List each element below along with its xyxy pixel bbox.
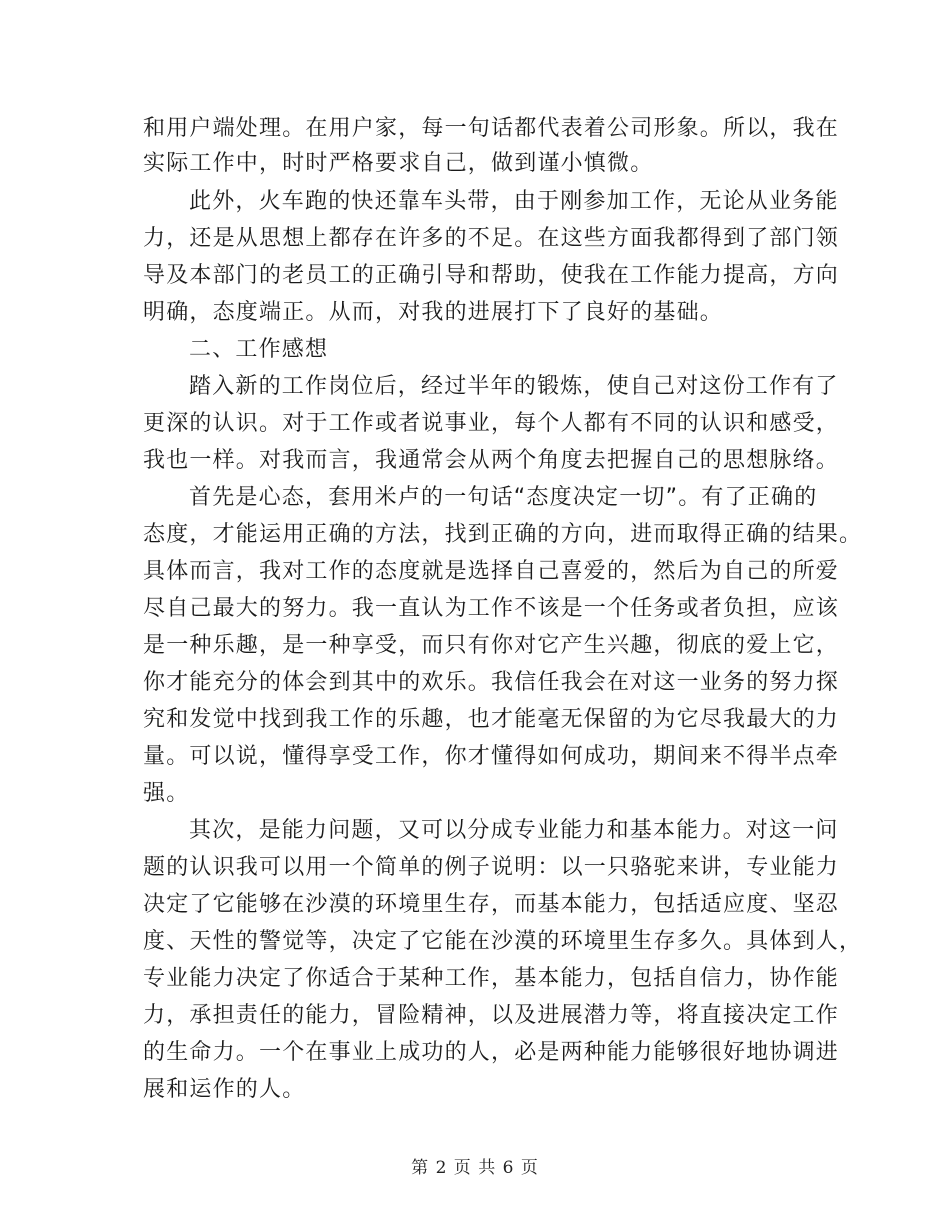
text-line: 力，还是从思想上都存在许多的不足。在这些方面我都得到了部门领 <box>143 226 840 251</box>
text-line: 展和运作的人。 <box>143 1077 306 1102</box>
text-line: 度、天性的警觉等，决定了它能在沙漠的环境里生存多久。具体到人， <box>143 929 863 954</box>
text-line: 踏入新的工作岗位后，经过半年的锻炼，使自己对这份工作有了 <box>189 374 839 399</box>
text-line: 其次，是能力问题，又可以分成专业能力和基本能力。对这一问 <box>189 818 839 843</box>
text-line: 力，承担责任的能力，冒险精神，以及进展潜力等，将直接决定工作 <box>143 1003 840 1028</box>
text-line: 量。可以说，懂得享受工作，你才懂得如何成功，期间来不得半点牵 <box>143 744 840 769</box>
text-line: 专业能力决定了你适合于某种工作，基本能力，包括自信力，协作能 <box>143 966 840 991</box>
text-line: 你才能充分的体会到其中的欢乐。我信任我会在对这一业务的努力探 <box>143 670 840 695</box>
text-line: 的生命力。一个在事业上成功的人，必是两种能力能够很好地协调进 <box>143 1040 840 1065</box>
text-line: 导及本部门的老员工的正确引导和帮助，使我在工作能力提高，方向 <box>143 263 840 288</box>
text-line: 和用户端处理。在用户家，每一句话都代表着公司形象。所以，我在 <box>143 116 840 141</box>
text-line: 我也一样。对我而言，我通常会从两个角度去把握自己的思想脉络。 <box>143 448 840 473</box>
text-line: 具体而言，我对工作的态度就是选择自己喜爱的，然后为自己的所爱 <box>143 559 840 584</box>
text-line: 题的认识我可以用一个简单的例子说明：以一只骆驼来讲，专业能力 <box>143 855 840 880</box>
text-line: 究和发觉中找到我工作的乐趣，也才能毫无保留的为它尽我最大的力 <box>143 707 840 732</box>
section-heading: 二、工作感想 <box>189 337 329 362</box>
text-line: 明确，态度端正。从而，对我的进展打下了良好的基础。 <box>143 300 724 325</box>
text-line: 是一种乐趣，是一种享受，而只有你对它产生兴趣，彻底的爱上它， <box>143 633 840 658</box>
text-line: 强。 <box>143 781 190 806</box>
text-line: 态度，才能运用正确的方法，找到正确的方向，进而取得正确的结果。 <box>143 522 863 547</box>
text-line: 决定了它能够在沙漠的环境里生存，而基本能力，包括适应度、坚忍 <box>143 892 840 917</box>
page-number-footer: 第 2 页 共 6 页 <box>411 1158 539 1178</box>
text-line: 尽自己最大的努力。我一直认为工作不该是一个任务或者负担，应该 <box>143 596 840 621</box>
text-line: 此外，火车跑的快还靠车头带，由于刚参加工作，无论从业务能 <box>189 189 839 214</box>
text-line: 首先是心态，套用米卢的一句话“态度决定一切”。有了正确的 <box>189 485 818 510</box>
text-line: 实际工作中，时时严格要求自己，做到谨小慎微。 <box>143 151 654 176</box>
text-line: 更深的认识。对于工作或者说事业，每个人都有不同的认识和感受， <box>143 411 840 436</box>
